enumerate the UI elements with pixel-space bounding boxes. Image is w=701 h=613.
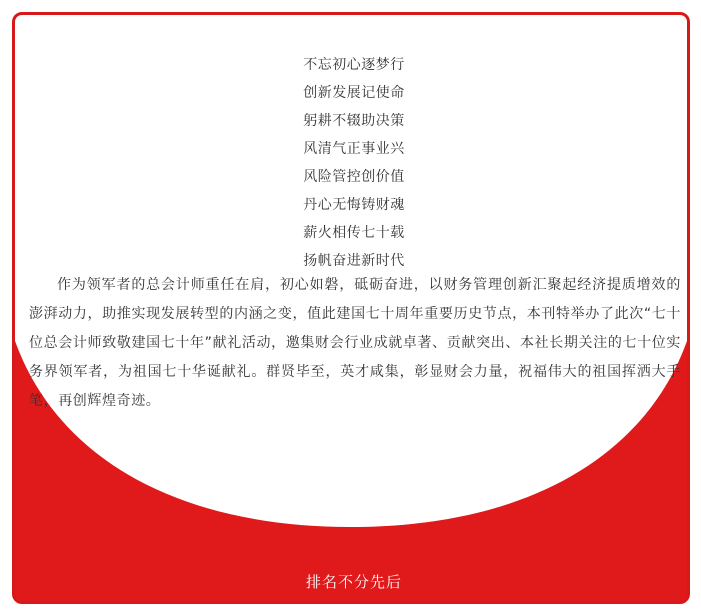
poem-line: 风险管控创价值 bbox=[303, 169, 405, 185]
poem-line: 扬帆奋进新时代 bbox=[303, 253, 405, 269]
content-area bbox=[15, 15, 690, 604]
poem-line: 薪火相传七十载 bbox=[303, 225, 405, 241]
poem-line: 创新发展记使命 bbox=[303, 85, 405, 101]
ranking-note: 排名不分先后 bbox=[305, 573, 402, 591]
poem-line: 风清气正事业兴 bbox=[303, 141, 405, 157]
article-card bbox=[12, 12, 690, 604]
poem bbox=[15, 51, 690, 275]
poem-line: 躬耕不辍助决策 bbox=[303, 113, 405, 129]
poem-line: 丹心无悔铸财魂 bbox=[303, 197, 405, 213]
poem-line: 不忘初心逐梦行 bbox=[303, 57, 405, 73]
intro-paragraph: 作为领军者的总会计师重任在肩，初心如磐，砥砺奋进，以财务管理创新汇聚起经济提质增效的澎湃动力，助推实现发展转型的内涵之变，值此建国七十周年重要历史节点，本刊特举办了此次“七十位总会计师致敬建国七十年”献礼活动，邀集财会行业成就卓著、贡献突出、本社长期关注的七十位实务界领军者，为祖国七十华诞献礼。群贤毕至，英才咸集，彰显财会力量，祝福伟大的祖国挥洒大手笔，再创辉煌奇迹。 bbox=[29, 277, 681, 409]
